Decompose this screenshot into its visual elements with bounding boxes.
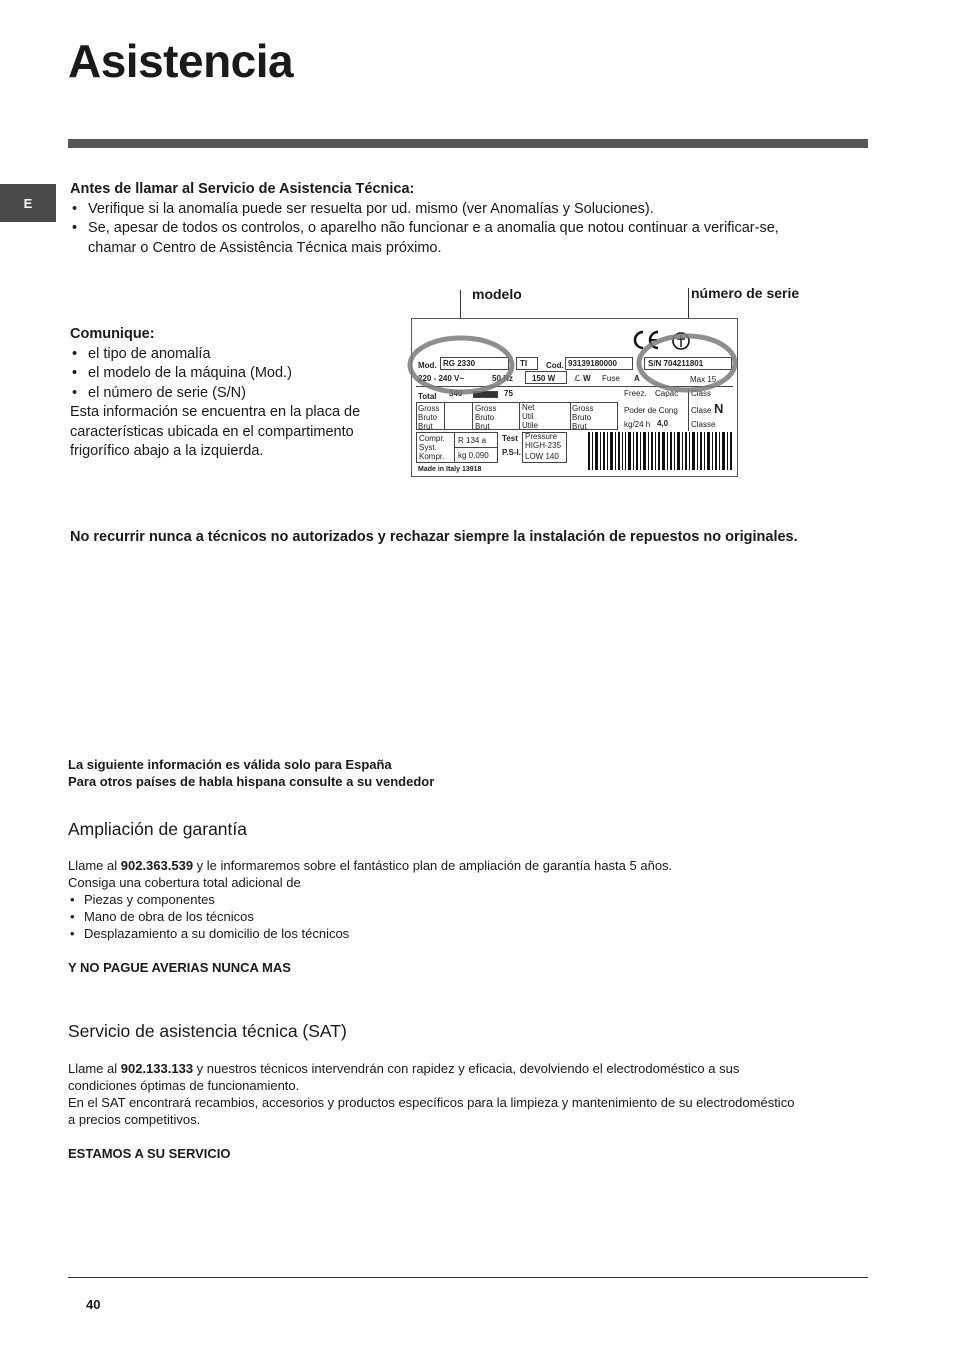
list-item: • Piezas y componentes [68, 891, 848, 908]
sat-phone: 902.133.133 [120, 1061, 194, 1076]
before-call-heading: Antes de llamar al Servicio de Asistencia Técnica: [70, 181, 415, 197]
communicate-section [70, 325, 390, 462]
plate-pressure-low: LOW 140 [525, 452, 559, 461]
sat-closing: ESTAMOS A SU SERVICIO [68, 1146, 231, 1161]
plate-mod-value: RG 2330 [443, 359, 476, 368]
plate-mod-label: Mod. [418, 361, 437, 370]
language-tab [0, 184, 56, 222]
plate-max: Max 15 [690, 375, 717, 384]
plate-clase: Clase [691, 406, 712, 415]
plate-fuse: Fuse [602, 374, 620, 383]
sat-para-1 [68, 1060, 798, 1094]
warranty-coverage-intro: Consiga una cobertura total adicional de [68, 875, 301, 890]
plate-cod-value: 93139180000 [568, 359, 617, 368]
language-tab-label: E [23, 195, 33, 211]
spain-note [68, 756, 434, 790]
communicate-note: Esta información se encuentra en la placa de características ubicada en el compartimento frigorífico abajo a la izquierda. [70, 404, 361, 459]
rating-plate-figure [400, 282, 840, 482]
callout-serial-label: número de serie [691, 285, 800, 301]
warranty-phone: 902.363.539 [120, 858, 194, 873]
plate-kg24: kg/24 h [624, 420, 651, 429]
plate-serial-number: S/N 704211801 [648, 359, 704, 368]
list-item: • el modelo de la máquina (Mod.) [70, 364, 390, 384]
communicate-heading: Comunique: [70, 326, 155, 342]
plate-refrigerant: R 134 a [458, 436, 487, 445]
sat-call-suffix: y nuestros técnicos intervendrán con rapidez y eficacia, devolviendo el electrodoméstico a sus condiciones óptimas de funcionamiento. [68, 1061, 740, 1093]
warranty-list [68, 891, 848, 942]
spain-note-line-1: La siguiente información es válida solo para España [68, 757, 392, 772]
plate-made-in: Made in Italy 13918 [418, 466, 482, 473]
warranty-call-prefix: Llame al [68, 858, 121, 873]
serial-highlight-ellipse [639, 336, 735, 390]
list-item: • Verifique si la anomalía puede ser resuelta por ud. mismo (ver Anomalías y Soluciones). [70, 200, 830, 220]
list-item: • el tipo de anomalía [70, 345, 390, 365]
plate-clase-value: N [714, 401, 724, 416]
plate-kg24-value: 4,0 [657, 419, 669, 428]
plate-psi: P.S-I. [502, 448, 521, 457]
plate-gross-3: Gross Bruto Brut [572, 404, 594, 431]
page-number: 40 [86, 1297, 101, 1312]
highlight-circles [400, 282, 840, 482]
page-title: Asistencia [68, 35, 294, 87]
plate-refrigerant-kg: kg 0,090 [458, 451, 489, 460]
plate-star-value: 75 [504, 389, 513, 398]
spain-note-line-2: Para otros países de habla hispana consulte a su vendedor [68, 774, 435, 789]
communicate-list [70, 345, 390, 404]
warranty-call-suffix: y le informaremos sobre el fantástico plan de ampliación de garantía hasta 5 años. [193, 858, 673, 873]
footer-rule [68, 1277, 868, 1278]
lamp-icon: ℒ [574, 374, 584, 383]
list-item: • Desplazamiento a su domicilio de los técnicos [68, 925, 848, 942]
callout-model-label: modelo [472, 286, 522, 302]
plate-ti: TI [520, 359, 528, 368]
before-call-section [70, 180, 830, 258]
warranty-call-line [68, 857, 848, 874]
plate-gross-1: Gross Bruto Brut [418, 404, 440, 431]
plate-voltage: 220 - 240 V~ [418, 374, 465, 383]
plate-amp: A [634, 374, 640, 383]
before-call-list [70, 200, 830, 259]
plate-pressure-high: Pressure HIGH-235 [525, 432, 562, 450]
plate-class: Class [691, 389, 712, 398]
plate-lamp-watts-unit: W [583, 374, 591, 383]
model-highlight-ellipse [410, 338, 512, 392]
plate-total: Total [418, 392, 437, 401]
plate-test: Test [502, 434, 518, 443]
plate-cod-label: Cod. [546, 361, 564, 370]
warning-text: No recurrir nunca a técnicos no autorizados y rechazar siempre la instalación de repuestos no originales. [70, 529, 798, 545]
plate-frequency: 50 Hz [492, 374, 513, 383]
warranty-closing: Y NO PAGUE AVERIAS NUNCA MAS [68, 960, 291, 975]
plate-capac: Capac [655, 389, 679, 398]
warranty-heading: Ampliación de garantía [68, 819, 247, 839]
plate-net: Net Util Utile [522, 403, 539, 430]
plate-gross-2: Gross Bruto Brut [475, 404, 497, 431]
list-item: • Mano de obra de los técnicos [68, 908, 848, 925]
plate-poder: Poder de Cong [624, 406, 678, 415]
plate-watts: 150 W [532, 374, 556, 383]
sat-call-prefix: Llame al [68, 1061, 121, 1076]
plate-total-value: 340 [449, 389, 463, 398]
sat-para-2: En el SAT encontrará recambios, accesorios y productos específicos para la limpieza y mantenimiento de su electrodoméstico a precios competitivos. [68, 1095, 795, 1127]
sat-heading: Servicio de asistencia técnica (SAT) [68, 1021, 347, 1041]
sat-section [68, 1060, 798, 1162]
list-item: • Se, apesar de todos os controlos, o aparelho não funcionar e a anomalia que notou continuar a verificar-se, chamar o Centro de Assistência Técnica mais próximo. [70, 219, 830, 258]
plate-classe: Classe [691, 420, 716, 429]
plate-compr: Compr. Syst. Kompr. [419, 434, 445, 461]
title-rule [68, 139, 868, 148]
warranty-section [68, 857, 848, 976]
plate-freez: Freez. [624, 389, 647, 398]
list-item: • el número de serie (S/N) [70, 384, 390, 404]
